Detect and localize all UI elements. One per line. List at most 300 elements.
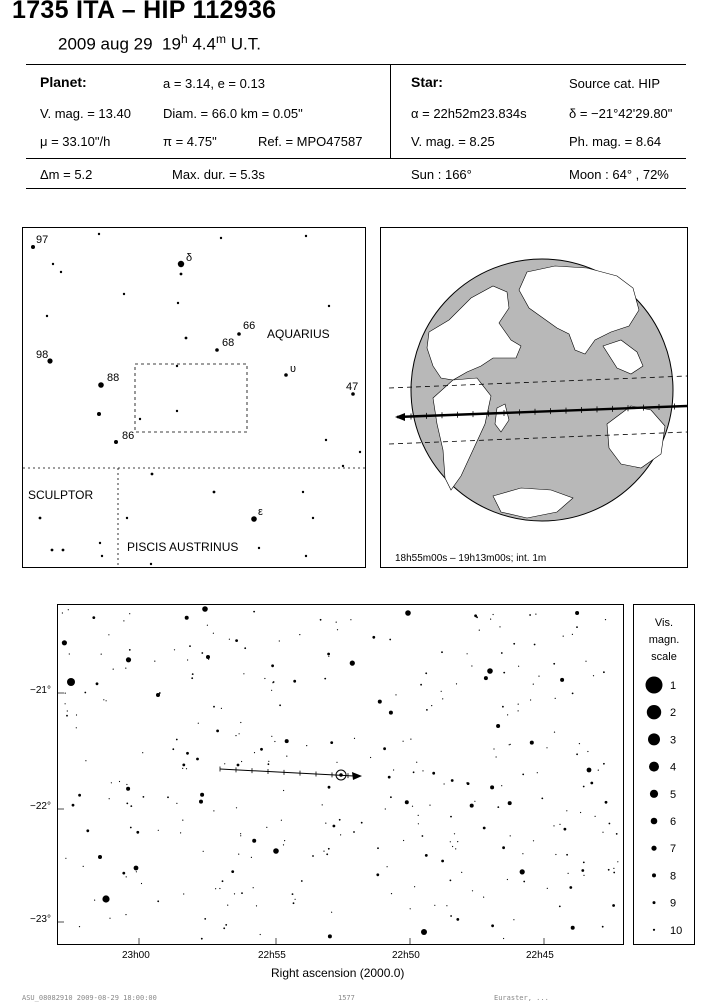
finder-chart <box>22 227 366 568</box>
background-star <box>518 710 519 711</box>
asteroid-path-arrow <box>352 772 362 780</box>
planet-label: Planet: <box>40 74 87 90</box>
background-star <box>62 612 63 613</box>
background-star <box>572 693 574 695</box>
background-star <box>441 651 443 653</box>
background-star <box>94 900 95 901</box>
background-star <box>325 823 326 824</box>
xtick-22h45: 22h45 <box>526 950 554 961</box>
background-star <box>579 743 580 744</box>
background-star <box>283 790 284 791</box>
background-star <box>502 706 504 708</box>
finder-star <box>139 418 141 420</box>
detail-chart <box>57 604 624 945</box>
background-star <box>353 831 355 833</box>
scale-dot-8 <box>652 873 656 877</box>
background-star <box>69 653 70 654</box>
background-star <box>450 816 452 818</box>
background-star <box>474 801 475 802</box>
star-label-98: 98 <box>36 349 49 361</box>
background-star <box>483 897 484 898</box>
finder-star <box>237 332 241 336</box>
finder-stars <box>31 233 361 565</box>
background-star <box>292 893 294 895</box>
background-star <box>454 833 455 834</box>
background-star <box>590 782 593 785</box>
background-star <box>65 703 66 704</box>
background-star <box>593 675 594 676</box>
background-star <box>583 862 585 864</box>
background-star <box>493 614 494 615</box>
background-star <box>328 656 329 657</box>
background-star <box>467 653 468 654</box>
scale-dot-4 <box>649 762 659 772</box>
event-datetime <box>58 32 261 55</box>
background-star <box>253 611 255 613</box>
background-star <box>222 880 224 882</box>
finder-star <box>151 473 154 476</box>
background-star <box>108 634 109 635</box>
background-star <box>508 801 512 805</box>
background-star <box>279 640 280 641</box>
background-star <box>336 622 337 623</box>
star-label-66: 66 <box>243 320 256 332</box>
footer-left: ASU_08082910 2009-08-29 18:00:00 <box>22 994 157 1002</box>
xtick-22h55: 22h55 <box>258 950 286 961</box>
background-star <box>62 640 67 645</box>
background-star <box>576 753 578 755</box>
background-star <box>566 854 568 856</box>
scale-label-4: 4 <box>670 761 677 774</box>
background-star <box>235 735 236 736</box>
scale-dot-2 <box>647 705 661 719</box>
background-star <box>432 772 435 775</box>
background-star <box>391 893 392 894</box>
background-star <box>585 661 586 662</box>
background-star <box>201 938 203 940</box>
finder-star <box>359 451 361 453</box>
background-star <box>535 614 536 615</box>
background-star <box>96 682 99 685</box>
background-star <box>372 636 375 639</box>
background-star <box>370 757 371 758</box>
finder-star <box>31 245 35 249</box>
scale-dot-3 <box>648 733 660 745</box>
background-star <box>499 626 500 627</box>
star-vmag: V. mag. = 8.25 <box>411 134 495 149</box>
background-star <box>425 672 427 674</box>
background-star <box>125 914 126 915</box>
background-star <box>126 803 128 805</box>
finder-star <box>258 547 260 549</box>
background-star <box>295 899 296 900</box>
bright-star <box>202 606 208 612</box>
background-star <box>422 770 423 771</box>
background-star <box>513 643 515 645</box>
background-star <box>507 879 508 880</box>
background-star <box>414 886 415 887</box>
background-star <box>393 769 394 770</box>
background-star <box>554 732 555 733</box>
background-star <box>533 684 534 685</box>
background-star <box>191 677 193 679</box>
event-hour: 19 <box>162 34 181 54</box>
finder-star <box>101 555 103 557</box>
star-phmag: Ph. mag. = 8.64 <box>569 134 662 149</box>
background-star <box>333 825 336 828</box>
background-star <box>555 854 556 855</box>
background-star <box>92 616 95 619</box>
background-star <box>167 796 169 798</box>
finder-star <box>312 517 314 519</box>
background-star <box>251 857 252 858</box>
background-star <box>271 690 272 691</box>
background-star <box>223 927 225 929</box>
background-star <box>530 741 534 745</box>
star-label-47: 47 <box>346 381 359 393</box>
finder-star <box>176 410 178 412</box>
background-star <box>501 785 502 786</box>
background-star <box>266 827 267 828</box>
background-star <box>576 626 578 628</box>
header-divider <box>390 64 391 158</box>
background-star <box>293 902 295 904</box>
background-star <box>216 730 219 733</box>
background-star <box>106 700 107 701</box>
background-star <box>320 619 322 621</box>
event-sun: Sun : 166° <box>411 167 472 182</box>
background-star <box>446 905 447 906</box>
background-star <box>541 798 543 800</box>
background-star <box>231 870 234 873</box>
background-star <box>293 680 296 683</box>
background-star <box>547 888 548 889</box>
star-ra: α = 22h52m23.834s <box>411 106 527 121</box>
bright-star <box>206 655 210 659</box>
footer-mid: 1577 <box>338 994 355 1002</box>
background-star <box>328 848 330 850</box>
background-star <box>312 855 314 857</box>
planet-diam: Diam. = 66.0 km = 0.05" <box>163 106 303 121</box>
background-star <box>238 854 239 855</box>
background-star <box>328 786 331 789</box>
background-star <box>236 807 237 808</box>
background-star <box>136 871 137 872</box>
background-star <box>520 869 525 874</box>
page-title: 1735 ITA – HIP 112936 <box>12 0 277 24</box>
background-star <box>272 682 273 683</box>
background-star <box>559 906 561 908</box>
background-star <box>497 806 499 808</box>
background-star <box>154 661 155 662</box>
finder-star <box>98 382 104 388</box>
background-star <box>129 649 131 651</box>
detail-chart-svg <box>58 605 623 944</box>
background-star <box>260 934 261 935</box>
bright-star <box>156 693 160 697</box>
detail-xlabel: Right ascension (2000.0) <box>271 966 405 980</box>
background-star <box>183 893 184 894</box>
globe-svg <box>381 228 687 567</box>
background-star <box>85 760 86 761</box>
scale-label-6: 6 <box>670 816 677 828</box>
background-star <box>350 661 355 666</box>
scale-label-2: 2 <box>670 707 677 720</box>
background-star <box>129 613 130 614</box>
background-star <box>253 887 254 888</box>
background-star <box>530 699 531 700</box>
background-star <box>522 853 523 854</box>
finder-star <box>305 235 307 237</box>
background-star <box>235 639 238 642</box>
background-star <box>484 676 488 680</box>
scale-dot-9 <box>653 901 656 904</box>
scale-svg <box>634 605 694 944</box>
constellation-sculptor: SCULPTOR <box>28 488 94 502</box>
background-star <box>474 614 477 617</box>
background-star <box>496 724 500 728</box>
finder-star <box>215 348 219 352</box>
background-star <box>158 830 159 831</box>
background-star <box>490 619 491 620</box>
background-star <box>612 904 615 907</box>
footer-right: Euraster, ... <box>494 994 549 1002</box>
background-star <box>254 752 255 753</box>
background-star <box>281 820 282 821</box>
background-star <box>260 748 263 751</box>
background-star <box>441 860 444 863</box>
finder-star <box>99 542 101 544</box>
background-star <box>501 652 503 654</box>
background-star <box>376 873 379 876</box>
background-star <box>240 722 241 723</box>
background-star <box>241 892 243 894</box>
background-star <box>241 761 242 762</box>
background-star <box>518 704 519 705</box>
background-star <box>560 678 564 682</box>
finder-star <box>177 302 179 304</box>
background-star <box>126 876 127 877</box>
background-star <box>403 840 404 841</box>
finder-star <box>39 517 42 520</box>
bright-star <box>98 855 102 859</box>
magnitude-scale <box>633 604 695 945</box>
scale-label-5: 5 <box>670 788 677 801</box>
background-star <box>389 711 393 715</box>
constellation-piscis-austrinus: PISCIS AUSTRINUS <box>127 540 239 554</box>
globe-panel <box>380 227 688 568</box>
background-star <box>503 938 504 939</box>
background-star <box>126 784 127 785</box>
bright-star <box>587 768 592 773</box>
background-star <box>429 805 430 806</box>
background-star <box>340 834 341 835</box>
ytick-21: −21° <box>30 685 51 696</box>
background-star <box>553 663 555 665</box>
background-star <box>224 763 225 764</box>
background-star <box>299 634 300 635</box>
background-star <box>389 639 391 641</box>
background-star <box>395 694 396 695</box>
background-star <box>509 744 510 745</box>
background-star <box>213 810 214 811</box>
background-star <box>451 779 454 782</box>
background-star <box>575 611 579 615</box>
finder-star <box>176 365 178 367</box>
scale-dot-6 <box>651 818 658 825</box>
background-star <box>613 872 615 874</box>
finder-star <box>213 491 216 494</box>
background-star <box>143 796 145 798</box>
finder-star <box>220 237 222 239</box>
background-star <box>189 645 191 647</box>
background-star <box>76 727 77 728</box>
star-label-97: 97 <box>36 234 49 246</box>
finder-star <box>98 233 100 235</box>
background-star <box>491 924 494 927</box>
star-source: Source cat. HIP <box>569 76 661 91</box>
background-star <box>490 785 494 789</box>
background-star <box>142 752 143 753</box>
background-star <box>410 739 411 740</box>
background-star <box>237 764 240 767</box>
background-star <box>284 840 285 841</box>
finder-star <box>328 305 330 307</box>
background-star <box>301 880 303 882</box>
background-star <box>605 619 606 620</box>
background-star <box>199 800 203 804</box>
background-star <box>176 803 177 804</box>
planet-ref: Ref. = MPO47587 <box>258 134 363 149</box>
background-star <box>431 705 432 706</box>
background-star <box>141 883 142 884</box>
background-star <box>479 630 480 631</box>
background-star <box>196 758 199 761</box>
event-moon: Moon : 64° , 72% <box>569 167 669 182</box>
background-star <box>200 793 204 797</box>
background-star <box>569 886 572 889</box>
background-star <box>605 801 608 804</box>
scale-label-3: 3 <box>670 734 677 747</box>
planet-parallax: π = 4.75" <box>163 134 217 149</box>
background-star <box>472 890 473 891</box>
background-star <box>136 831 139 834</box>
shadow-direction-arrow <box>395 413 405 421</box>
background-star <box>603 671 605 673</box>
background-star <box>455 848 456 849</box>
background-star <box>306 745 307 746</box>
background-star <box>418 815 419 816</box>
finder-star <box>62 549 65 552</box>
finder-star <box>126 517 128 519</box>
star-label-upsilon: υ <box>290 363 297 375</box>
background-star <box>441 691 442 692</box>
finder-star <box>251 516 257 522</box>
background-star <box>564 828 567 831</box>
background-star <box>268 763 270 765</box>
background-star <box>256 905 257 906</box>
finder-star <box>60 271 62 273</box>
background-star <box>581 869 584 872</box>
background-star <box>450 841 451 842</box>
background-star <box>126 657 131 662</box>
background-star <box>442 698 443 699</box>
background-star <box>78 794 81 797</box>
background-star <box>555 698 556 699</box>
background-star <box>537 772 538 773</box>
background-star <box>529 614 531 616</box>
background-star <box>553 825 554 826</box>
background-star <box>405 800 409 804</box>
bright-star <box>102 895 109 902</box>
background-star <box>434 905 435 906</box>
bright-star <box>134 866 139 871</box>
background-star <box>119 781 120 782</box>
background-star <box>595 816 596 817</box>
background-star <box>240 833 241 834</box>
background-star <box>268 761 269 762</box>
xtick-23h00: 23h00 <box>122 950 150 961</box>
background-star <box>422 835 424 837</box>
background-star <box>324 678 326 680</box>
scale-label-7: 7 <box>670 843 677 856</box>
background-star <box>452 846 453 847</box>
background-star <box>388 776 391 779</box>
background-star <box>425 854 428 857</box>
background-star <box>507 714 508 715</box>
scale-title: Vis. magn. scale <box>648 617 680 663</box>
event-maxdur: Max. dur. = 5.3s <box>172 167 265 182</box>
background-star <box>571 926 575 930</box>
background-star <box>470 804 474 808</box>
background-star <box>450 880 452 882</box>
background-star <box>330 741 333 744</box>
asteroid-path <box>220 769 354 776</box>
background-star <box>221 708 222 709</box>
scale-label-8: 8 <box>670 870 677 883</box>
field-of-view-box <box>135 364 247 432</box>
background-star <box>336 762 337 763</box>
background-star <box>587 751 588 752</box>
background-star <box>413 771 415 773</box>
background-star <box>461 872 462 873</box>
background-star <box>65 693 66 694</box>
scale-dots <box>646 677 663 931</box>
background-star <box>566 810 567 811</box>
background-star <box>125 668 126 669</box>
scale-dot-7 <box>651 846 656 851</box>
background-star <box>122 872 125 875</box>
background-star <box>483 827 486 830</box>
globe-caption: 18h55m00s – 19h13m00s; int. 1m <box>395 553 547 564</box>
background-star <box>444 783 445 784</box>
background-star <box>86 829 89 832</box>
background-star <box>580 812 581 813</box>
background-star <box>130 805 132 807</box>
background-star <box>240 835 241 836</box>
background-star <box>234 893 235 894</box>
bright-star <box>67 678 75 686</box>
background-star <box>252 839 256 843</box>
background-star <box>617 861 618 862</box>
star-label-86: 86 <box>122 430 135 442</box>
background-star <box>410 908 411 909</box>
background-star <box>327 653 330 656</box>
background-star <box>109 798 110 799</box>
background-star <box>326 853 328 855</box>
target-star <box>339 773 343 777</box>
background-star <box>471 665 472 666</box>
